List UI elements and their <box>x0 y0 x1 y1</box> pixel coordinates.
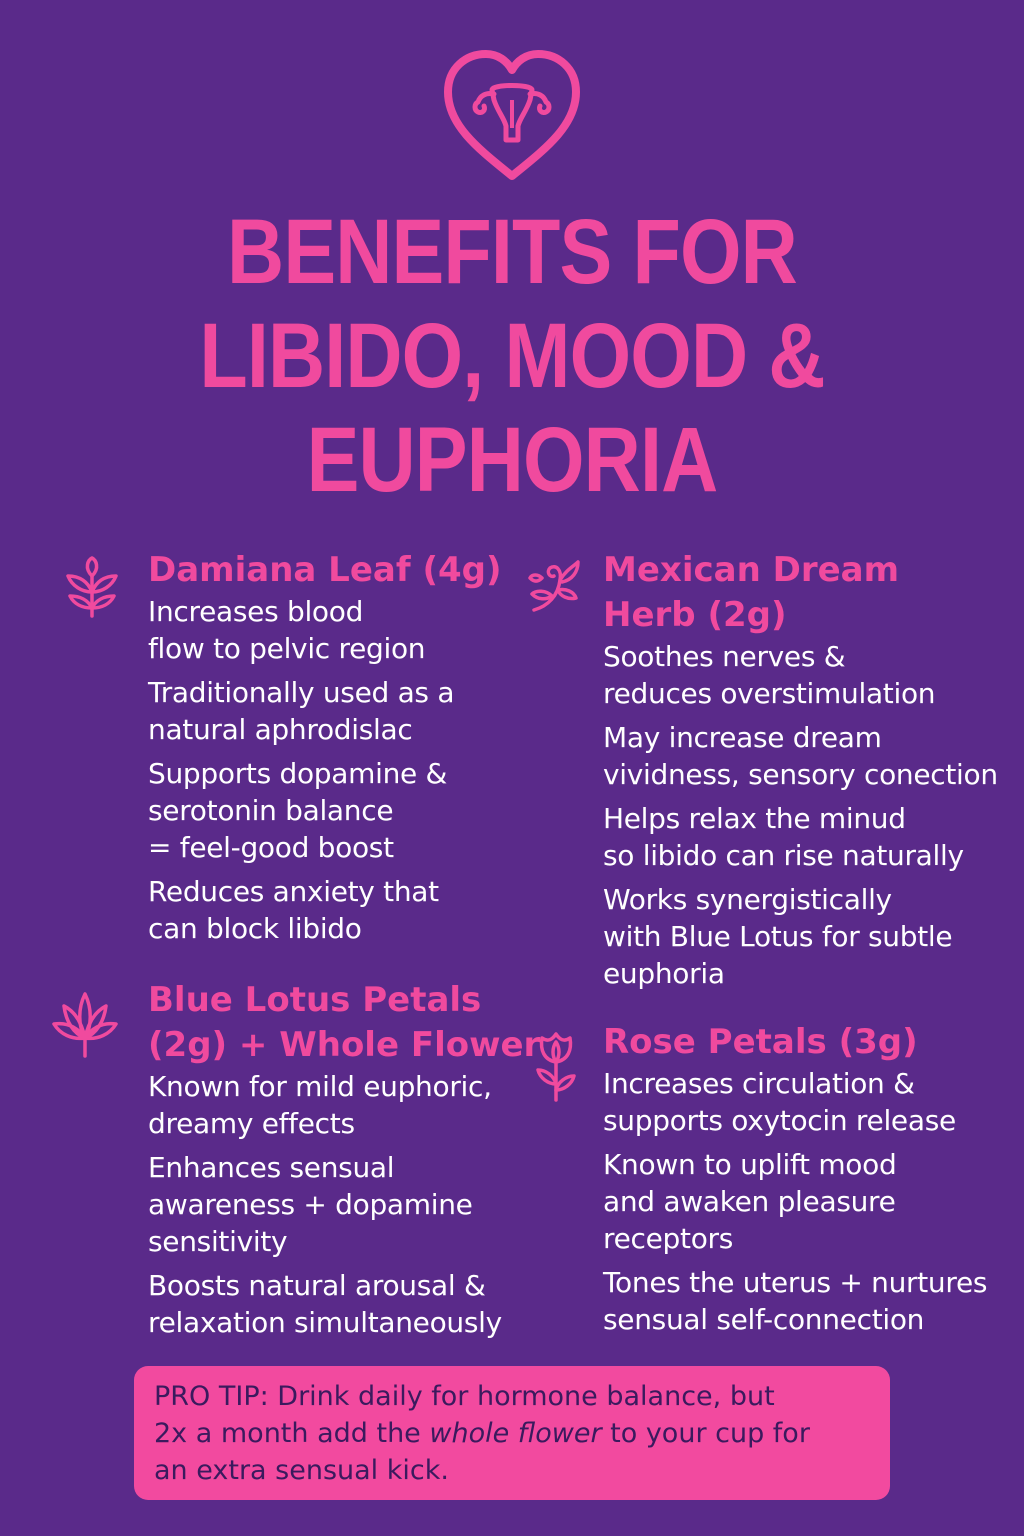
item-line: Enhances sensual <box>148 1151 395 1184</box>
rose-icon <box>532 1030 580 1104</box>
heading-line: Damiana Leaf (4g) <box>148 550 502 590</box>
heading-line: (2g) + Whole Flower <box>148 1025 541 1065</box>
item-line: Increases circulation & <box>603 1067 915 1100</box>
item-line: Supports dopamine & <box>148 757 448 790</box>
list-item <box>603 638 998 712</box>
item-line: = feel-good boost <box>148 831 394 864</box>
item-line: with Blue Lotus for subtle <box>603 920 953 953</box>
item-line: receptors <box>603 1222 734 1255</box>
item-line: dreamy effects <box>148 1107 355 1140</box>
item-line: May increase dream <box>603 721 882 754</box>
item-line: Works synergistically <box>603 883 892 916</box>
pro-tip-line <box>154 1415 870 1452</box>
item-line: sensual self-connection <box>603 1303 925 1336</box>
item-line: Boosts natural arousal & <box>148 1269 486 1302</box>
pro-tip-line: PRO TIP: Drink daily for hormone balance, but <box>154 1381 775 1412</box>
title-line: EUPHORIA <box>306 409 718 511</box>
title-line: LIBIDO, MOOD & <box>199 305 825 407</box>
section-heading <box>603 1020 987 1065</box>
heading-line: Mexican Dream <box>603 550 900 590</box>
pro-tip-text: to your cup for <box>601 1418 810 1449</box>
heading-line: Blue Lotus Petals <box>148 980 482 1020</box>
section-heading <box>148 978 540 1068</box>
item-line: reduces overstimulation <box>603 677 936 710</box>
list-item <box>148 1149 540 1260</box>
item-line: relaxation simultaneously <box>148 1306 502 1339</box>
section-heading <box>148 548 502 593</box>
list-item <box>603 800 998 874</box>
list-item <box>148 593 502 667</box>
list-item <box>148 1267 540 1341</box>
item-line: natural aphrodislac <box>148 713 413 746</box>
benefit-list <box>603 638 998 992</box>
item-line: Reduces anxiety that <box>148 875 439 908</box>
item-line: vividness, sensory conection <box>603 758 998 791</box>
item-line: can block libido <box>148 912 362 945</box>
item-line: Known for mild euphoric, <box>148 1070 492 1103</box>
item-line: awareness + dopamine <box>148 1188 473 1221</box>
section-heading <box>603 548 998 638</box>
list-item <box>148 1068 540 1142</box>
list-item <box>603 1264 987 1338</box>
item-line: sensitivity <box>148 1225 288 1258</box>
list-item <box>603 881 998 992</box>
pro-tip-line: an extra sensual kick. <box>154 1455 449 1486</box>
section-rose-petals <box>603 1020 987 1345</box>
list-item <box>148 674 502 748</box>
heading-line: Rose Petals (3g) <box>603 1022 918 1062</box>
leaf-sprig-icon <box>62 556 122 620</box>
pro-tip-emphasis: whole flower <box>429 1418 602 1449</box>
title-line: BENEFITS FOR <box>227 201 797 303</box>
section-damiana <box>148 548 502 954</box>
section-mexican-dream <box>603 548 998 999</box>
lotus-flower-icon <box>50 990 120 1060</box>
item-line: serotonin balance <box>148 794 394 827</box>
item-line: Known to uplift mood <box>603 1148 897 1181</box>
list-item <box>603 1146 987 1257</box>
benefit-list <box>603 1065 987 1338</box>
list-item <box>603 1065 987 1139</box>
section-blue-lotus <box>148 978 540 1348</box>
item-line: Traditionally used as a <box>148 676 455 709</box>
item-line: euphoria <box>603 957 725 990</box>
heart-uterus-icon <box>440 44 584 184</box>
item-line: Tones the uterus + nurtures <box>603 1266 988 1299</box>
item-line: Helps relax the minud <box>603 802 906 835</box>
list-item <box>148 755 502 866</box>
item-line: flow to pelvic region <box>148 632 426 665</box>
heading-line: Herb (2g) <box>603 595 787 635</box>
page-title <box>72 200 953 512</box>
item-line: and awaken pleasure <box>603 1185 896 1218</box>
herb-swirl-icon <box>528 556 582 616</box>
benefit-list <box>148 593 502 947</box>
pro-tip-box <box>134 1366 890 1500</box>
benefit-list <box>148 1068 540 1341</box>
item-line: Soothes nerves & <box>603 640 846 673</box>
item-line: supports oxytocin release <box>603 1104 956 1137</box>
item-line: Increases blood <box>148 595 364 628</box>
pro-tip-text: 2x a month add the <box>154 1418 430 1449</box>
item-line: so libido can rise naturally <box>603 839 964 872</box>
list-item <box>148 873 502 947</box>
list-item <box>603 719 998 793</box>
